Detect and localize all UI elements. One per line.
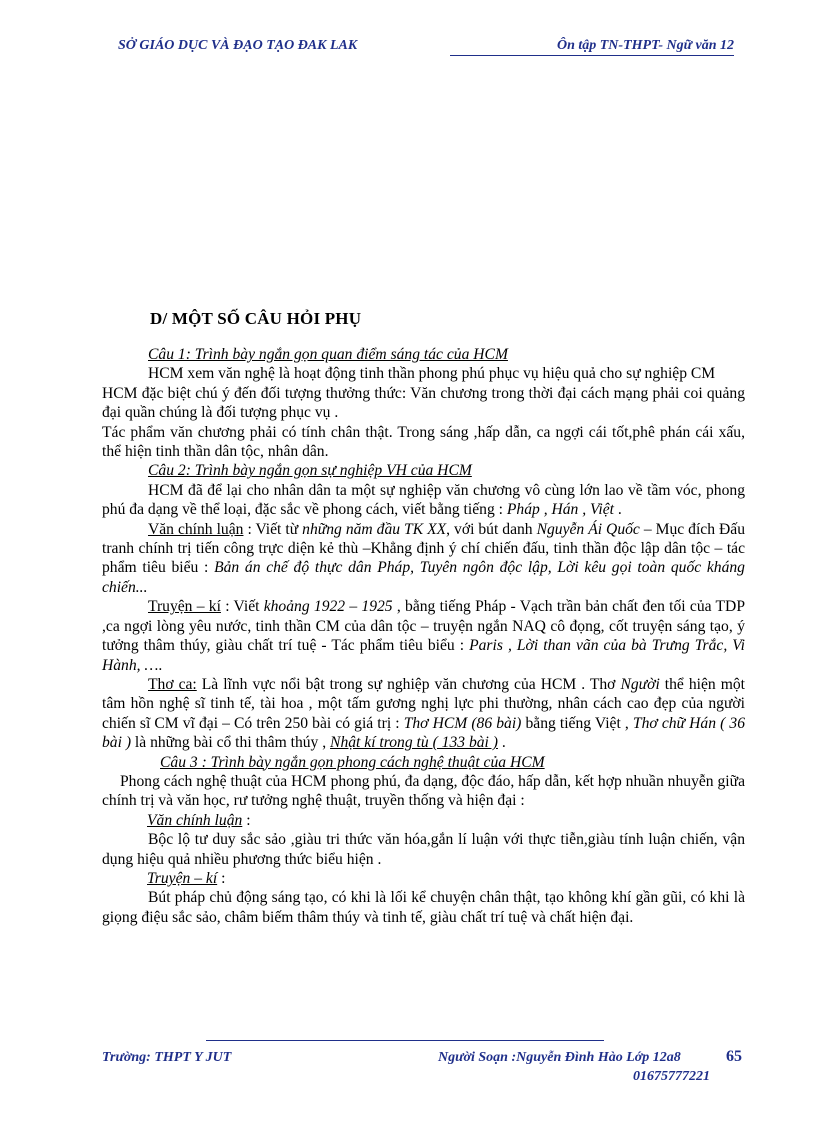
- q3-van-chinh-luan-text: Bộc lộ tư duy sắc sảo ,giàu tri thức văn hóa,gắn lí luận với thực tiễn,giàu tính luận chiến, vận dụng hiệu quả nhiều phương thức biểu hiện .: [102, 831, 745, 868]
- document-body: [102, 345, 745, 927]
- section-heading: D/ MỘT SỐ CÂU HỎI PHỤ: [150, 309, 362, 328]
- q3-truyen-ki-label: Truyện – kí :: [147, 869, 226, 887]
- header-subject: Ôn tập TN-THPT- Ngữ văn 12: [450, 38, 734, 56]
- q1-paragraph-2: HCM đặc biệt chú ý đến đối tượng thưởng thức: Văn chương trong thời đại cách mạng phải coi quảng đại quần chúng là đối tượng phục vụ .: [102, 384, 745, 422]
- footer-author: Người Soạn :Nguyễn Đình Hào Lớp 12a8: [438, 1050, 681, 1065]
- page-number: 65: [726, 1048, 742, 1065]
- footer-school: Trường: THPT Y JUT: [102, 1050, 232, 1065]
- q3-intro: Phong cách nghệ thuật của HCM phong phú, đa dạng, độc đáo, hấp dẫn, kết hợp nhuần nhuyễn giữa chính trị và văn học, rư tưởng nghệ thuật, truyền thống và hiện đại :: [102, 772, 745, 810]
- q2-tho-ca: Thơ ca: Là lĩnh vực nổi bật trong sự nghiệp văn chương của HCM . Thơ Người thể hiện một tâm hồn nghệ sĩ tinh tế, tài hoa , một tấm gương nghị lực phi thường, nhân cách cao đẹp của người chiến sĩ CM vĩ đại – Có trên 250 bài có giá trị : Thơ HCM (86 bài) bằng tiếng Việt , Thơ chữ Hán ( 36 bài ) là những bài cổ thi thâm thúy , Nhật kí trong tù ( 133 bài ) .: [102, 675, 745, 752]
- q1-paragraph-1: HCM xem văn nghệ là hoạt động tinh thần phong phú phục vụ hiệu quả cho sự nghiệp CM: [148, 365, 716, 383]
- question-1-title: Câu 1: Trình bày ngắn gọn quan điểm sáng tác của HCM: [148, 346, 508, 363]
- q3-van-chinh-luan-label: Văn chính luận :: [147, 811, 251, 829]
- question-3-title: Câu 3 : Trình bày ngắn gọn phong cách nghệ thuật của HCM: [160, 753, 545, 771]
- q3-truyen-ki-text: Bút pháp chủ động sáng tạo, có khi là lối kể chuyện chân thật, tạo không khí gần gũi, có khi là giọng điệu sắc sảo, châm biếm thâm thúy và tinh tế, giàu chất trí tuệ và chất hiện đại.: [102, 889, 745, 926]
- q2-truyen-ki: Truyện – kí : Viết khoảng 1922 – 1925 , bằng tiếng Pháp - Vạch trần bản chất đen tối của TDP ,ca ngợi lòng yêu nước, tinh thần CM của dân tộc – truyện ngắn NAQ cô đọng, cốt truyện sáng tạo, ý tưởng thâm thúy, giàu chất trí tuệ - Tác phẩm tiêu biểu : Paris , Lời than vãn của bà Trưng Trắc, Vi Hành, ….: [102, 598, 745, 674]
- q2-intro: HCM đã để lại cho nhân dân ta một sự nghiệp văn chương vô cùng lớn lao về tầm vóc, phong phú đa dạng về thể loại, đặc sắc về phong cách, viết bằng tiếng : Pháp , Hán , Việt .: [102, 481, 745, 519]
- question-2-title: Câu 2: Trình bày ngắn gọn sự nghiệp VH của HCM: [148, 462, 472, 480]
- header-organization: SỞ GIÁO DỤC VÀ ĐẠO TẠO ĐAK LAK: [118, 38, 358, 53]
- footer-divider: [206, 1040, 604, 1041]
- footer-phone: 01675777221: [633, 1069, 710, 1084]
- q2-van-chinh-luan: Văn chính luận : Viết từ những năm đầu TK XX, với bút danh Nguyễn Ái Quốc – Mục đích Đấu tranh chính trị tiến công trực diện kẻ thù –Khẳng định ý chí chiến đấu, tinh thần độc lập dân tộc – tác phẩm tiêu biểu : Bản án chế độ thực dân Pháp, Tuyên ngôn độc lập, Lời kêu gọi toàn quốc kháng chiến...: [102, 520, 745, 596]
- q1-paragraph-3: Tác phẩm văn chương phải có tính chân thật. Trong sáng ,hấp dẫn, ca ngợi cái tốt,phê phán cái xấu, thể hiện tinh thần dân tộc, nhân dân.: [102, 423, 745, 461]
